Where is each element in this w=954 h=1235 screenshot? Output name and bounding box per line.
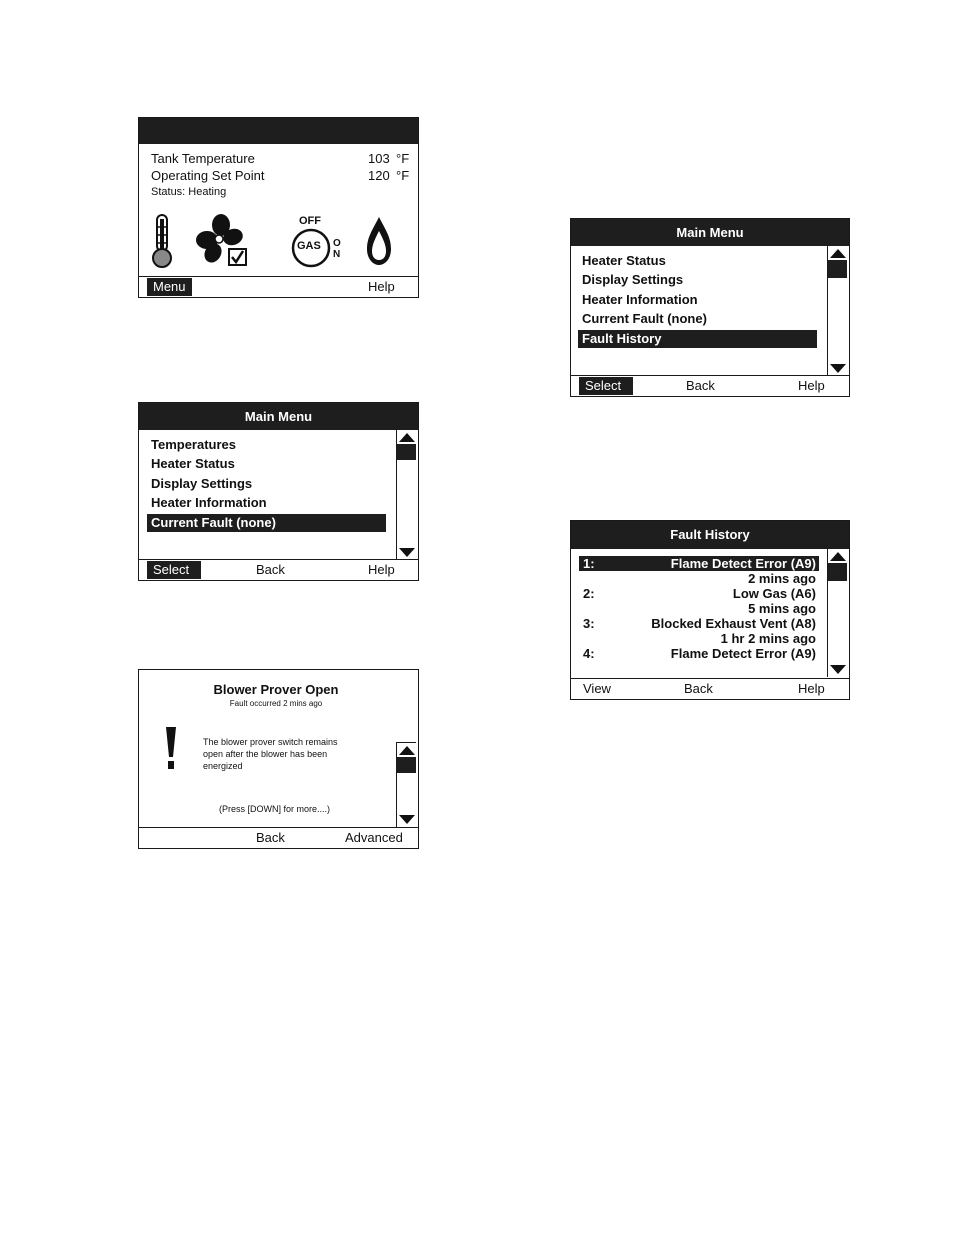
fault-index-2[interactable]: 2: — [583, 586, 595, 601]
menu-item-current-fault[interactable]: Current Fault (none) — [147, 514, 386, 532]
scroll-thumb[interactable] — [397, 444, 416, 460]
menu-bottom-bar — [571, 375, 849, 396]
status-bottom-bar — [139, 276, 418, 297]
fault-name-3[interactable]: Blocked Exhaust Vent (A8) — [651, 616, 816, 631]
set-point-unit: °F — [396, 168, 410, 183]
set-point-value: 120 — [368, 168, 390, 183]
fault-description-line-1: The blower prover switch remains — [203, 737, 338, 747]
back-button[interactable]: Back — [686, 378, 715, 393]
status-line: Status: Heating — [151, 186, 227, 198]
gas-on-label: O N — [333, 238, 341, 260]
menu-item-display-settings[interactable]: Display Settings — [582, 272, 684, 287]
menu-item-current-fault[interactable]: Current Fault (none) — [582, 311, 707, 326]
fault-subtitle: Fault occurred 2 mins ago — [229, 699, 323, 708]
help-button[interactable]: Help — [798, 378, 825, 393]
fault-name-2[interactable]: Low Gas (A6) — [732, 586, 816, 601]
menu-bottom-bar — [139, 559, 418, 580]
more-hint: (Press [DOWN] for more....) — [219, 804, 331, 814]
back-button[interactable]: Back — [256, 562, 285, 577]
menu-item-heater-information[interactable]: Heater Information — [582, 292, 698, 307]
scroll-down-arrow-icon[interactable] — [397, 813, 416, 827]
menu-button[interactable]: Menu — [147, 278, 192, 296]
main-menu-screen-1 — [138, 402, 419, 581]
scroll-thumb[interactable] — [828, 260, 847, 278]
fault-description-line-2: open after the blower has been — [203, 749, 328, 759]
menu-item-temperatures[interactable]: Temperatures — [151, 437, 237, 452]
advanced-button[interactable]: Advanced — [345, 830, 403, 845]
scroll-up-arrow-icon[interactable] — [828, 246, 847, 260]
scroll-up-arrow-icon[interactable] — [397, 430, 416, 444]
tank-temperature-unit: °F — [396, 151, 410, 166]
menu-scrollbar[interactable] — [827, 246, 847, 376]
back-button[interactable]: Back — [684, 681, 713, 696]
fault-index-3[interactable]: 3: — [583, 616, 595, 631]
fault-index-1[interactable]: 1: — [583, 556, 595, 571]
thermometer-icon — [151, 213, 173, 269]
main-menu-title: Main Menu — [571, 219, 849, 246]
main-menu-title: Main Menu — [139, 403, 418, 430]
select-button[interactable]: Select — [147, 561, 201, 579]
help-button[interactable]: Help — [798, 681, 825, 696]
menu-item-heater-information[interactable]: Heater Information — [151, 495, 267, 510]
fault-time-2: 5 mins ago — [748, 601, 816, 616]
menu-item-heater-status[interactable]: Heater Status — [151, 456, 235, 471]
fault-detail-scrollbar[interactable] — [396, 742, 416, 827]
help-button[interactable]: Help — [368, 562, 395, 577]
gas-off-label: OFF — [299, 215, 321, 227]
fault-history-bottom-bar — [571, 678, 849, 699]
scroll-up-arrow-icon[interactable] — [828, 549, 847, 563]
fault-name-1[interactable]: Flame Detect Error (A9) — [670, 556, 816, 571]
help-button[interactable]: Help — [368, 279, 395, 294]
fault-history-title: Fault History — [571, 521, 849, 549]
scroll-thumb[interactable] — [828, 563, 847, 581]
fault-history-scrollbar[interactable] — [827, 549, 847, 677]
scroll-down-arrow-icon[interactable] — [828, 663, 847, 677]
view-button[interactable]: View — [583, 681, 611, 696]
scroll-down-arrow-icon[interactable] — [828, 362, 847, 376]
menu-item-fault-history[interactable]: Fault History — [578, 330, 817, 348]
fault-name-4[interactable]: Flame Detect Error (A9) — [670, 646, 816, 661]
scroll-up-arrow-icon[interactable] — [397, 743, 416, 757]
select-button[interactable]: Select — [579, 377, 633, 395]
fault-detail-screen — [138, 669, 419, 849]
fault-description-line-3: energized — [203, 761, 243, 771]
tank-temperature-value: 103 — [368, 151, 390, 166]
fault-time-1: 2 mins ago — [748, 571, 816, 586]
set-point-label: Operating Set Point — [151, 168, 265, 183]
menu-scrollbar[interactable] — [396, 430, 416, 560]
main-menu-screen-2 — [570, 218, 850, 397]
fault-history-screen — [570, 520, 850, 700]
fault-time-3: 1 hr 2 mins ago — [720, 631, 816, 646]
menu-item-display-settings[interactable]: Display Settings — [151, 476, 253, 491]
back-button[interactable]: Back — [256, 830, 285, 845]
tank-temperature-label: Tank Temperature — [151, 151, 255, 166]
menu-item-heater-status[interactable]: Heater Status — [582, 253, 666, 268]
flame-icon — [365, 215, 393, 267]
fault-index-4[interactable]: 4: — [583, 646, 595, 661]
status-screen — [138, 117, 419, 298]
fault-detail-bottom-bar — [139, 827, 418, 848]
scroll-down-arrow-icon[interactable] — [397, 546, 416, 560]
exclamation-icon — [164, 725, 178, 771]
gas-label: GAS — [297, 240, 321, 252]
checkbox-checked-icon — [228, 248, 248, 267]
scroll-thumb[interactable] — [397, 757, 416, 773]
status-title-bar — [139, 118, 418, 144]
fault-title: Blower Prover Open — [213, 682, 339, 697]
